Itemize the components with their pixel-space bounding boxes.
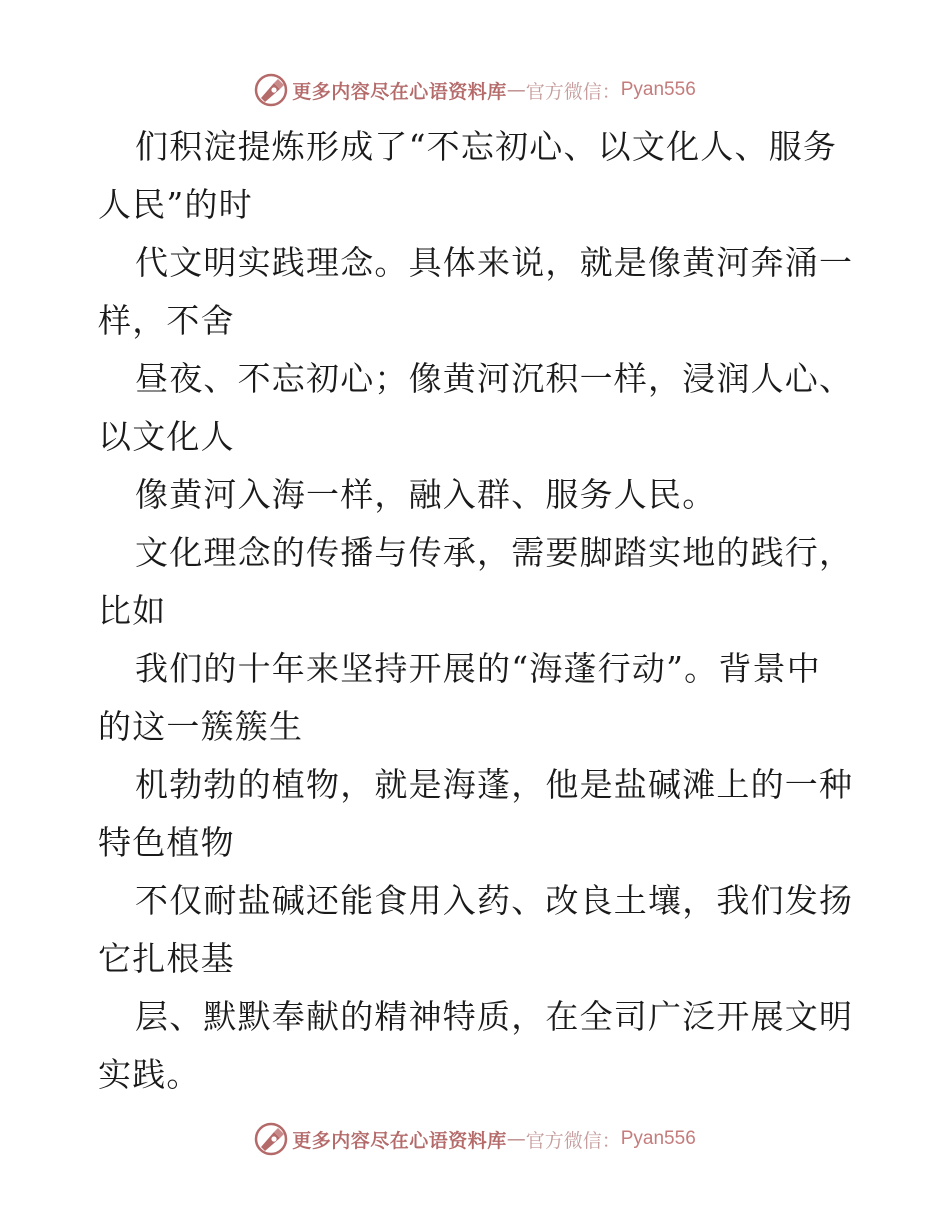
paragraph <box>98 988 858 1104</box>
paragraph <box>98 350 858 466</box>
footer-watermark <box>0 1119 950 1159</box>
paragraph-continuation: 以文化人 <box>98 417 235 456</box>
paragraph-first-line: 昼夜、不忘初心；像黄河沉积一样，浸润人心、 <box>135 359 854 398</box>
document-body <box>98 118 858 1104</box>
paragraph-first-line: 文化理念的传播与传承，需要脚踏实地的践行， <box>135 533 854 572</box>
paragraph-first-line: 们积淀提炼形成了“不忘初心、以文化人、服务 <box>135 127 838 166</box>
watermark-label: 官方微信： <box>525 1129 621 1152</box>
paragraph-first-line: 层、默默奉献的精神特质，在全司广泛开展文明 <box>135 997 854 1036</box>
paragraph-continuation: 人民”的时 <box>98 185 253 224</box>
paragraph <box>98 756 858 872</box>
watermark-handle: Pyan556 <box>620 79 696 100</box>
paragraph <box>98 872 858 988</box>
paragraph-continuation: 特色植物 <box>98 823 235 862</box>
paragraph-continuation: 实践。 <box>98 1055 201 1094</box>
paragraph-continuation: 的这一簇簇生 <box>98 707 304 746</box>
paragraph <box>98 524 858 640</box>
watermark-label: 官方微信： <box>525 80 621 103</box>
paragraph <box>98 466 858 524</box>
paragraph-continuation: 它扎根基 <box>98 939 235 978</box>
paragraph <box>98 640 858 756</box>
paragraph-continuation: 比如 <box>98 591 167 630</box>
header-watermark <box>0 70 950 110</box>
watermark-separator: — <box>506 1128 526 1150</box>
paragraph <box>98 234 858 350</box>
paragraph-first-line: 代文明实践理念。具体来说，就是像黄河奔涌一 <box>135 243 854 282</box>
paragraph-first-line: 我们的十年来坚持开展的“海蓬行动”。背景中 <box>135 649 821 688</box>
watermark-separator: — <box>506 79 526 101</box>
paragraph <box>98 118 858 234</box>
watermark-brand: 更多内容尽在心语资料库 <box>292 1129 507 1152</box>
pen-nib-logo-icon <box>254 73 288 107</box>
paragraph-first-line: 不仅耐盐碱还能食用入药、改良土壤，我们发扬 <box>135 881 854 920</box>
pen-nib-logo-icon <box>254 1122 288 1156</box>
paragraph-first-line: 像黄河入海一样，融入群、服务人民。 <box>135 475 717 514</box>
paragraph-continuation: 样，不舍 <box>98 301 235 340</box>
watermark-handle: Pyan556 <box>620 1128 696 1149</box>
paragraph-first-line: 机勃勃的植物，就是海蓬，他是盐碱滩上的一种 <box>135 765 854 804</box>
watermark-brand: 更多内容尽在心语资料库 <box>292 80 507 103</box>
